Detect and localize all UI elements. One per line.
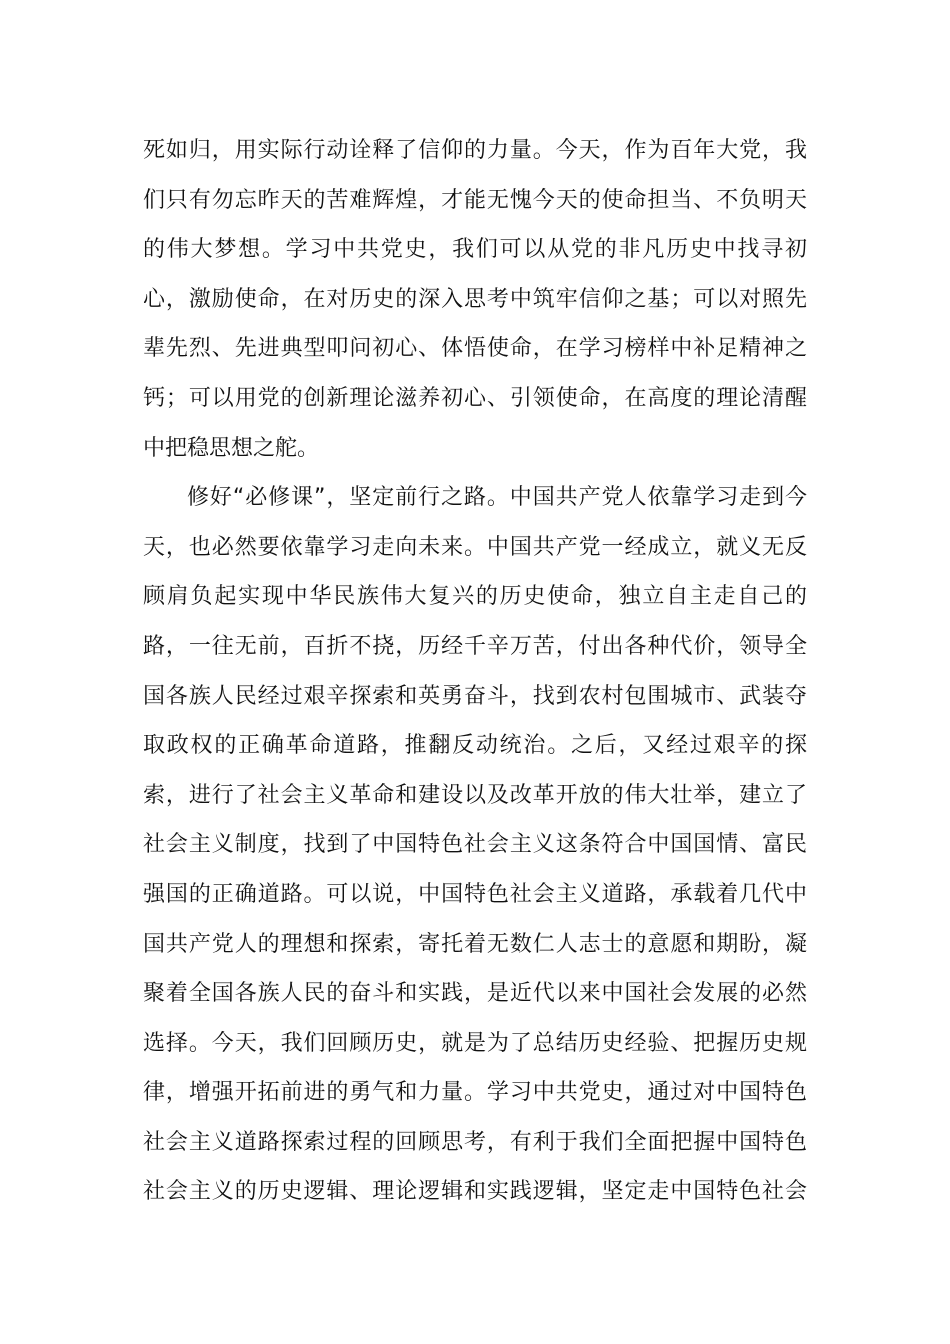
paragraph-line: 心，激励使命，在对历史的深入思考中筑牢信仰之基；可以对照先	[143, 286, 807, 312]
paragraph-line: 国各族人民经过艰辛探索和英勇奋斗，找到农村包围城市、武装夺	[143, 683, 807, 709]
paragraph-line: 社会主义的历史逻辑、理论逻辑和实践逻辑，坚定走中国特色社会	[143, 1179, 807, 1205]
paragraph-line: 社会主义道路探索过程的回顾思考，有利于我们全面把握中国特色	[143, 1129, 807, 1155]
paragraph-line: 社会主义制度，找到了中国特色社会主义这条符合中国国情、富民	[143, 832, 807, 858]
paragraph-line: 死如归，用实际行动诠释了信仰的力量。今天，作为百年大党，我	[143, 138, 807, 163]
paragraph-line: 钙；可以用党的创新理论滋养初心、引领使命，在高度的理论清醒	[143, 385, 807, 411]
paragraph-line: 顾肩负起实现中华民族伟大复兴的历史使命，独立自主走自己的	[143, 584, 807, 610]
paragraph-line: 索，进行了社会主义革命和建设以及改革开放的伟大壮举，建立了	[143, 782, 807, 808]
paragraph-2	[143, 473, 807, 1217]
paragraph-1	[143, 126, 807, 473]
paragraph-line: 律，增强开拓前进的勇气和力量。学习中共党史，通过对中国特色	[143, 1080, 807, 1106]
paragraph-line: 取政权的正确革命道路，推翻反动统治。之后，又经过艰辛的探	[143, 733, 807, 759]
paragraph-line: 修好“必修课”，坚定前行之路。中国共产党人依靠学习走到今	[187, 485, 807, 511]
paragraph-line: 中把稳思想之舵。	[143, 435, 320, 461]
paragraph-line: 聚着全国各族人民的奋斗和实践，是近代以来中国社会发展的必然	[143, 981, 807, 1007]
body-text	[143, 126, 807, 1217]
paragraph-line: 国共产党人的理想和探索，寄托着无数仁人志士的意愿和期盼，凝	[143, 931, 807, 957]
paragraph-line: 路，一往无前，百折不挠，历经千辛万苦，付出各种代价，领导全	[143, 633, 807, 659]
paragraph-line: 天，也必然要依靠学习走向未来。中国共产党一经成立，就义无反	[143, 534, 807, 560]
paragraph-line: 们只有勿忘昨天的苦难辉煌，才能无愧今天的使命担当、不负明天	[143, 187, 807, 213]
paragraph-line: 的伟大梦想。学习中共党史，我们可以从党的非凡历史中找寻初	[143, 237, 807, 263]
paragraph-line: 选择。今天，我们回顾历史，就是为了总结历史经验、把握历史规	[143, 1030, 807, 1056]
paragraph-line: 辈先烈、先进典型叩问初心、体悟使命，在学习榜样中补足精神之	[143, 336, 807, 362]
paragraph-line: 强国的正确道路。可以说，中国特色社会主义道路，承载着几代中	[143, 881, 807, 907]
